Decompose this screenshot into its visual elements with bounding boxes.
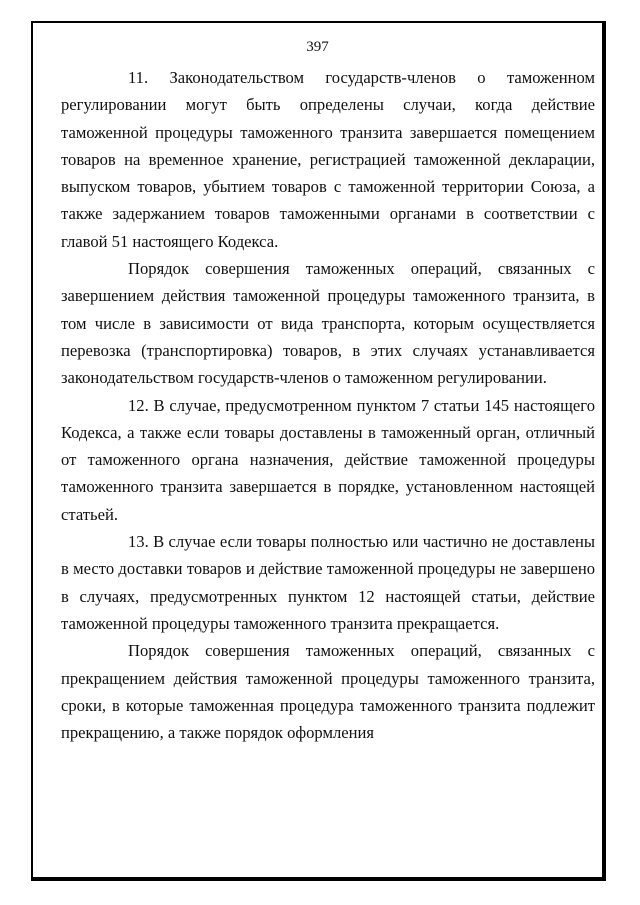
paragraph-13-procedure: Порядок совершения таможенных операций, связанных с прекращением действия таможенной процедуры таможенного транзита, сроки, в которые таможенная процедура таможенного транзита подлежит прекращению, а также порядок оформления <box>61 641 595 743</box>
page-number: 397 <box>306 39 329 55</box>
paragraph-11: 11. Законодательством государств-членов о таможенном регулировании могут быть определены случаи, когда действие таможенной процедуры таможенного транзита завершается помещением товаров на временное хранение, регистрацией таможенной декларации, выпуском товаров, убытием товаров с таможенной территории Союза, а также задержанием товаров таможенными органами в соответствии с главой 51 настоящего Кодекса. <box>61 68 595 251</box>
paragraph-11-procedure: Порядок совершения таможенных операций, связанных с завершением действия таможенной процедуры таможенного транзита, в том числе в зависимости от вида транспорта, которым осуществляется перевозка (транспортировка) товаров, в этих случаях устанавливается законодательством государств-членов о таможенном регулировании. <box>61 259 595 388</box>
paragraph-13: 13. В случае если товары полностью или частично не доставлены в место доставки товаров и действие таможенной процедуры не завершено в случаях, предусмотренных пунктом 12 настоящей статьи, действие таможенной процедуры таможенного транзита прекращается. <box>61 532 595 633</box>
paragraph-12: 12. В случае, предусмотренном пунктом 7 статьи 145 настоящего Кодекса, а также если товары доставлены в таможенный орган, отличный от таможенного органа назначения, действие таможенной процедуры таможенного транзита завершается в порядке, установленном настоящей статьей. <box>61 395 595 524</box>
document-body <box>61 64 595 746</box>
